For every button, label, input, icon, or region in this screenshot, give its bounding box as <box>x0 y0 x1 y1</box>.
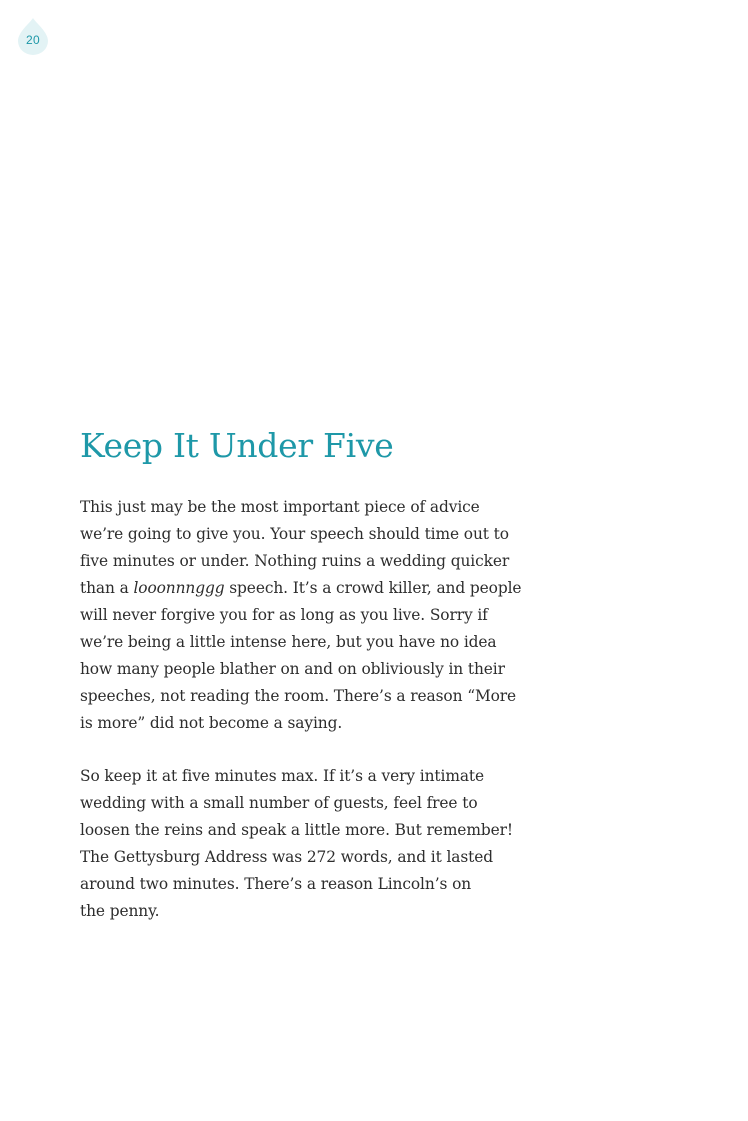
text-line: loosen the reins and speak a little more. But remember! <box>80 821 513 839</box>
text-line: will never forgive you for as long as you live. Sorry if <box>80 606 488 624</box>
text-line: the penny. <box>80 902 160 920</box>
text-segment: than a <box>80 579 134 597</box>
page-number: 20 <box>26 33 40 47</box>
text-line <box>80 575 570 602</box>
text-line: This just may be the most important piece of advice <box>80 498 480 516</box>
text-line: we’re going to give you. Your speech should time out to <box>80 525 509 543</box>
text-line: is more” did not become a saying. <box>80 714 343 732</box>
text-line: five minutes or under. Nothing ruins a wedding quicker <box>80 552 510 570</box>
text-line: how many people blather on and on obliviously in their <box>80 660 505 678</box>
page-content <box>80 424 570 925</box>
body-paragraph <box>80 763 570 925</box>
body-paragraph <box>80 494 570 737</box>
text-segment: speech. It’s a crowd killer, and people <box>224 579 522 597</box>
text-line: we’re being a little intense here, but you have no idea <box>80 633 497 651</box>
text-line: So keep it at five minutes max. If it’s a very intimate <box>80 767 484 785</box>
text-line: wedding with a small number of guests, feel free to <box>80 794 478 812</box>
text-line: around two minutes. There’s a reason Lincoln’s on <box>80 875 472 893</box>
emphasized-word: looonnnggg <box>133 579 225 597</box>
page-number-badge <box>16 16 50 56</box>
text-line: speeches, not reading the room. There’s a reason “More <box>80 687 517 705</box>
text-line: The Gettysburg Address was 272 words, and it lasted <box>80 848 493 866</box>
section-title: Keep It Under Five <box>80 426 394 465</box>
